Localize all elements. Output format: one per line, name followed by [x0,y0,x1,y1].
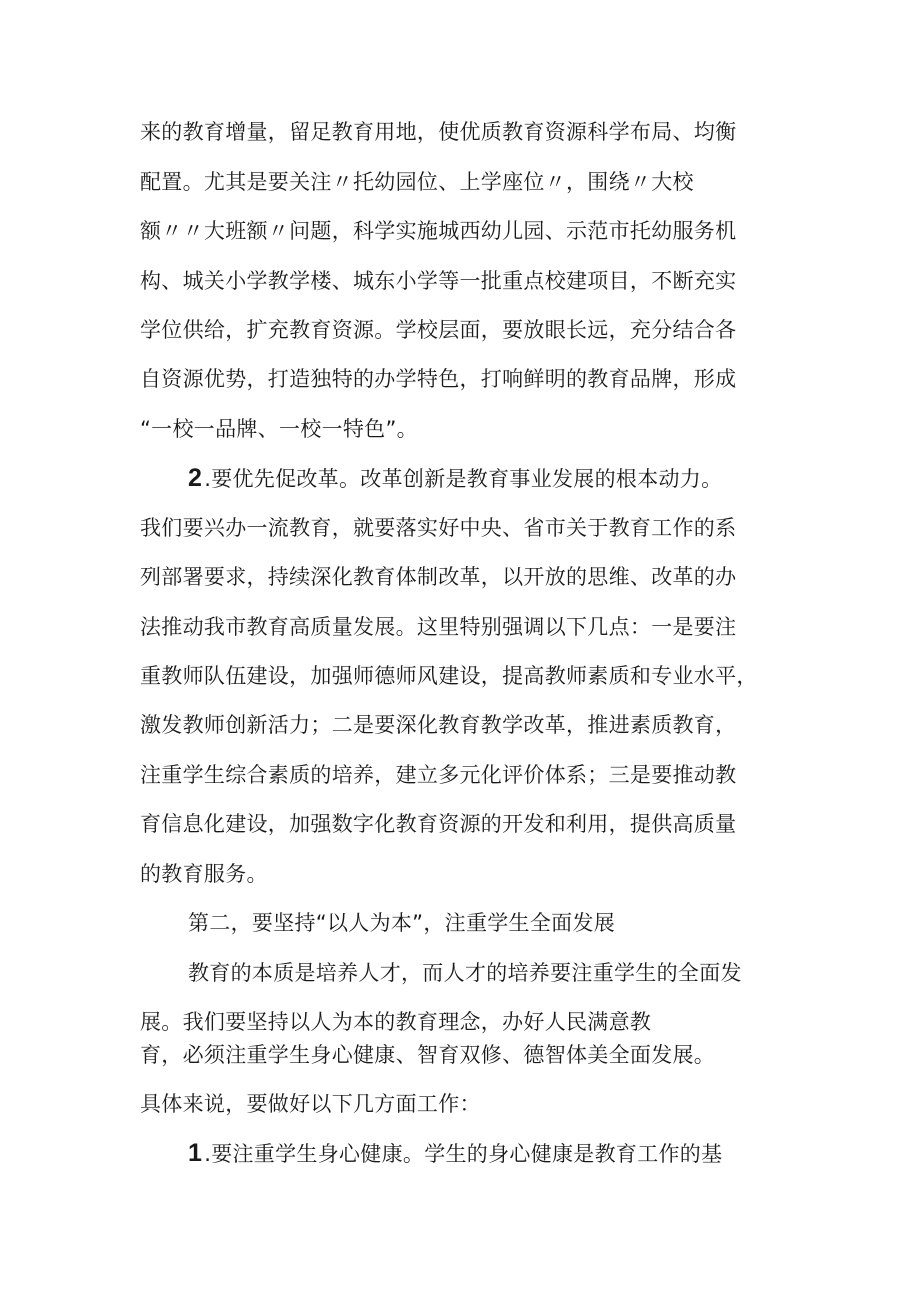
paragraph-2-line-3: 列部署要求，持续深化教育体制改革，以开放的思维、改革的办 [140,565,737,589]
paragraph-2-line-1 [188,463,722,494]
paragraph-2-line-4: 法推动我市教育高质量发展。这里特别强调以下几点：一是要注 [140,615,737,639]
item-number: 2 [188,464,203,492]
paragraph-1-line-5: 学位供给，扩充教育资源。学校层面，要放眼长远，充分结合各 [140,318,737,342]
paragraph-2-line-6: 激发教师创新活力；二是要深化教育教学改革，推进素质教育， [140,713,737,737]
paragraph-3-line-3: 育，必须注重学生身心健康、智育双修、德智体美全面发展。 [140,1043,716,1067]
paragraph-3-line-2: 展。我们要坚持以人为本的教育理念，办好人民满意教 [140,1010,652,1034]
paragraph-2-line-8: 育信息化建设，加强数字化教育资源的开发和利用，提供高质量 [140,812,737,836]
item-number: 1 [188,1139,203,1167]
paragraph-1-line-2: 配置。尤其是要关注〃托幼园位、上学座位〃，围绕〃大校 [140,170,694,194]
paragraph-1-line-6: 自资源优势，打造独特的办学特色，打响鲜明的教育品牌，形成 [140,367,737,391]
paragraph-4-line-1-text: .要注重学生身心健康。学生的身心健康是教育工作的基 [204,1142,723,1166]
paragraph-2-line-9: 的教育服务。 [140,862,268,886]
paragraph-4-line-1 [188,1138,722,1169]
paragraph-1-line-1: 来的教育增量，留足教育用地，使优质教育资源科学布局、均衡 [140,120,737,144]
paragraph-1-line-3: 额〃〃大班额〃问题，科学实施城西幼儿园、示范市托幼服务机 [140,219,737,243]
paragraph-2-line-1-text: .要优先促改革。改革创新是教育事业发展的根本动力。 [204,467,723,491]
paragraph-2-line-7: 注重学生综合素质的培养，建立多元化评价体系；三是要推动教 [140,763,737,787]
paragraph-2-line-5: 重教师队伍建设，加强师德师风建设，提高教师素质和专业水平， [140,664,758,688]
paragraph-3-line-4: 具体来说，要做好以下几方面工作： [140,1092,481,1116]
paragraph-3-line-1: 教育的本质是培养人才，而人才的培养要注重学生的全面发 [188,961,742,985]
paragraph-2-line-2: 我们要兴办一流教育，就要落实好中央、省市关于教育工作的系 [140,516,737,540]
paragraph-1-line-7: “一校一品牌、一校一特色”。 [140,417,418,441]
section-heading: 第二，要坚持“以人为本”，注重学生全面发展 [188,911,616,935]
paragraph-1-line-4: 构、城关小学教学楼、城东小学等一批重点校建项目，不断充实 [140,269,737,293]
